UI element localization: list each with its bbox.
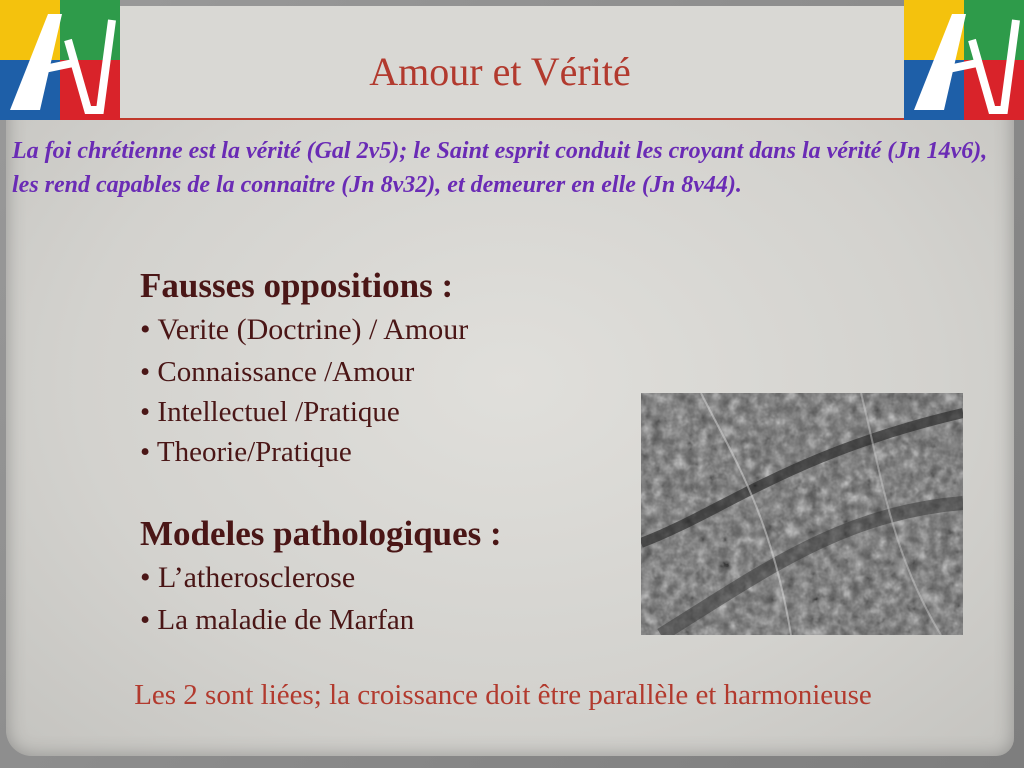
av-logo-right: [904, 0, 1024, 120]
section-false-oppositions: [140, 264, 468, 472]
list-item: • Intellectuel /Pratique: [140, 396, 400, 428]
slide-title: Amour et Vérité: [369, 49, 631, 94]
header-rule: [118, 118, 908, 120]
intro-paragraph: La foi chrétienne est la vérité (Gal 2v5); le Saint esprit conduit les croyant dans la vérité (Jn 14v6), les rend capables de la connaitre (Jn 8v32), et demeurer en elle (Jn 8v44).: [12, 138, 988, 198]
section-heading: Fausses oppositions :: [140, 266, 454, 305]
list-item: • Connaissance /Amour: [140, 356, 415, 388]
section-heading: Modeles pathologiques :: [140, 514, 502, 553]
list-item: • Theorie/Pratique: [140, 436, 352, 468]
list-item: • Verite (Doctrine) / Amour: [140, 313, 469, 346]
av-logo-left: [0, 0, 120, 120]
section-pathological-models: [140, 512, 502, 640]
list-item: • L’atherosclerose: [140, 561, 356, 594]
footer-statement: Les 2 sont liées; la croissance doit être parallèle et harmonieuse: [134, 679, 872, 711]
microscopy-image: [641, 393, 963, 635]
list-item: • La maladie de Marfan: [140, 604, 415, 636]
